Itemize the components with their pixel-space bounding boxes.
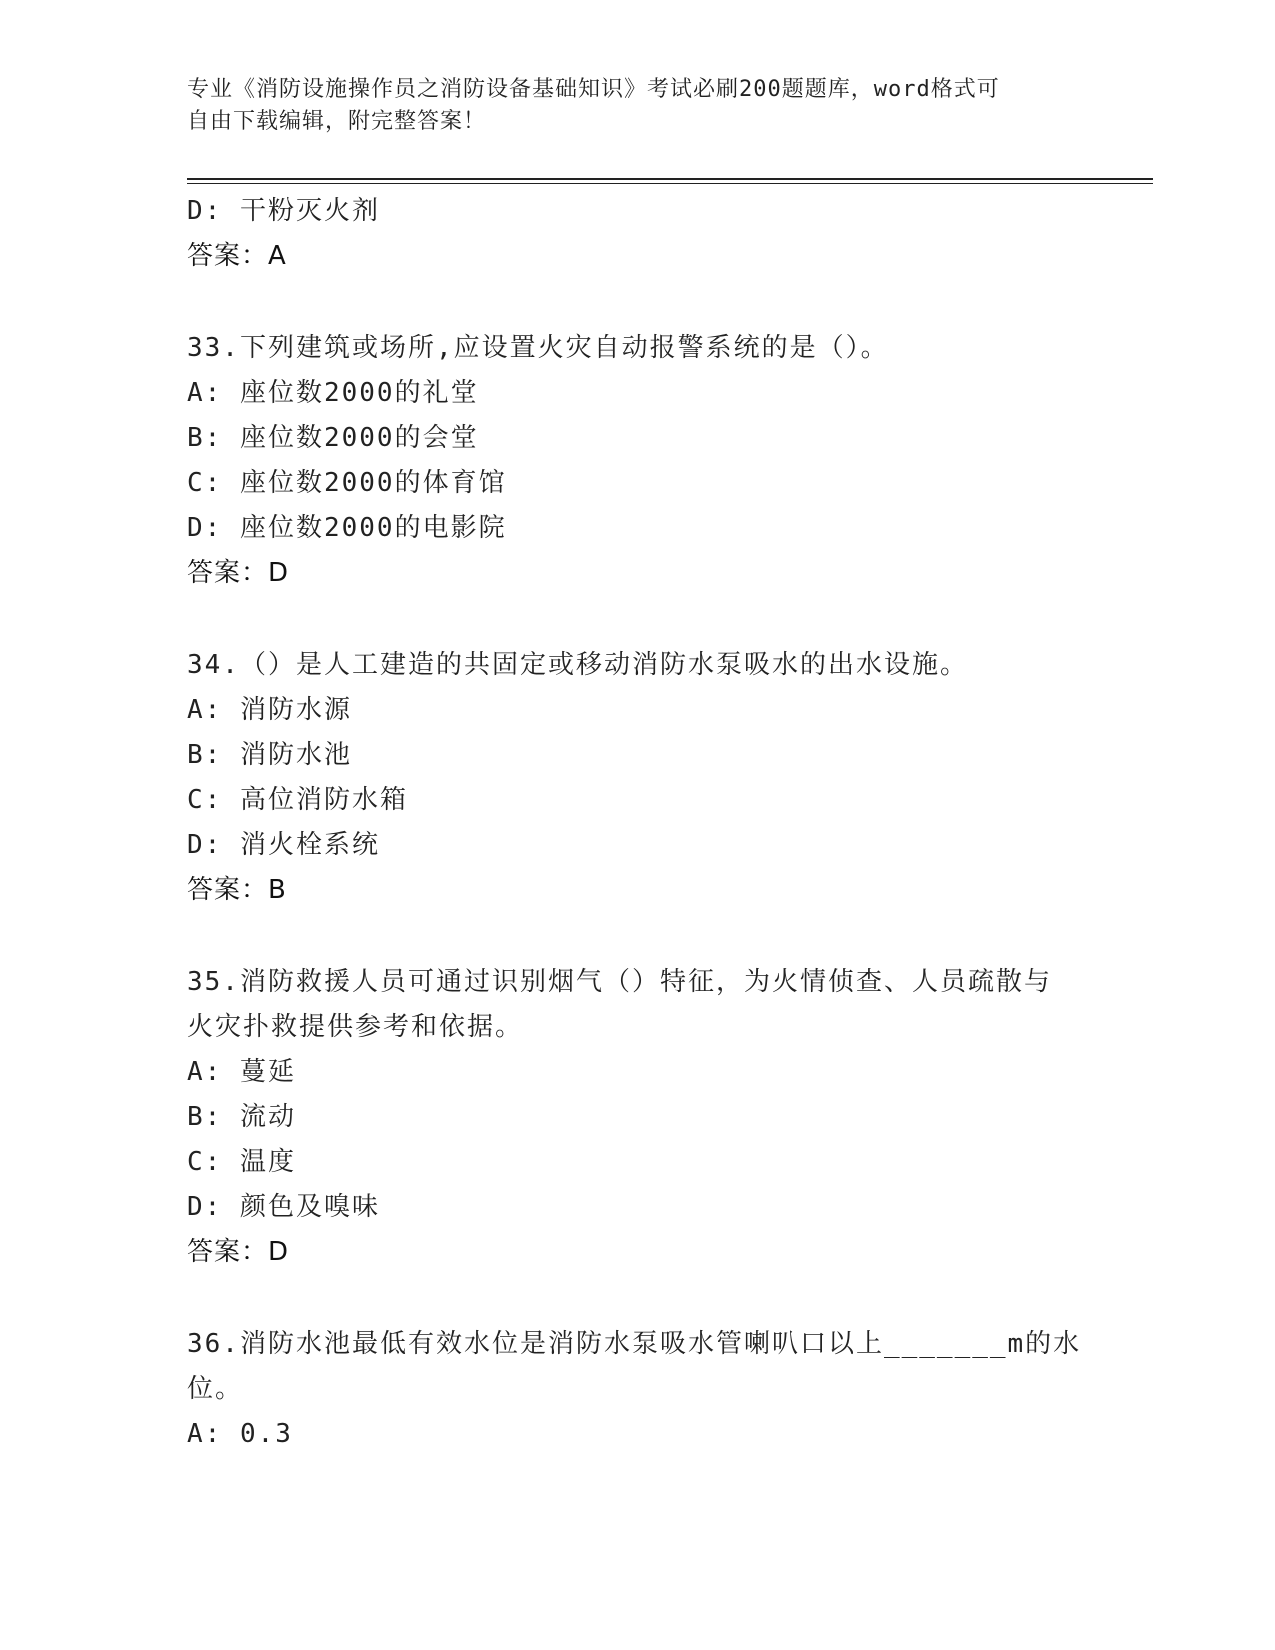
option-a: A: 0.3 — [187, 1419, 293, 1449]
question-stem-line-2: 位。 — [187, 1374, 244, 1404]
header-title-line-1: 专业《消防设施操作员之消防设备基础知识》考试必刷200题题库，word格式可 — [187, 77, 1000, 102]
question-stem-line-1: 35.消防救援人员可通过识别烟气（）特征，为火情侦查、人员疏散与 — [187, 967, 1052, 997]
question-36 — [187, 1322, 1087, 1457]
option-a: A: 座位数2000的礼堂 — [187, 378, 479, 408]
question-stem-line-2: 火灾扑救提供参考和依据。 — [187, 1012, 524, 1042]
option-b: B: 座位数2000的会堂 — [187, 423, 479, 453]
option-d: D: 颜色及嗅味 — [187, 1192, 380, 1222]
spacer — [187, 913, 1087, 960]
option-b: B: 流动 — [187, 1102, 296, 1132]
option-b: B: 消防水池 — [187, 740, 352, 770]
option-a: A: 消防水源 — [187, 695, 352, 725]
question-stem: 34.（）是人工建造的共固定或移动消防水泵吸水的出水设施。 — [187, 650, 968, 680]
answer-line: 答案：D — [187, 558, 290, 588]
option-c: C: 高位消防水箱 — [187, 785, 408, 815]
question-stem: 33.下列建筑或场所,应设置火灾自动报警系统的是（）。 — [187, 333, 889, 363]
option-d: D: 干粉灭火剂 — [187, 196, 380, 226]
previous-question-tail — [187, 189, 1087, 279]
question-33 — [187, 326, 1087, 596]
document-header — [187, 74, 1087, 138]
option-c: C: 温度 — [187, 1147, 296, 1177]
option-d: D: 座位数2000的电影院 — [187, 513, 507, 543]
header-divider-thick — [187, 178, 1153, 180]
spacer — [187, 279, 1087, 326]
question-34 — [187, 643, 1087, 913]
question-35 — [187, 960, 1087, 1275]
answer-line: 答案：A — [187, 241, 287, 271]
option-d: D: 消火栓系统 — [187, 830, 380, 860]
option-c: C: 座位数2000的体育馆 — [187, 468, 507, 498]
option-a: A: 蔓延 — [187, 1057, 296, 1087]
question-stem-line-1: 36.消防水池最低有效水位是消防水泵吸水管喇叭口以上_______m的水 — [187, 1329, 1082, 1359]
answer-line: 答案：D — [187, 1237, 290, 1267]
header-divider-thin — [187, 183, 1153, 184]
question-list — [187, 189, 1087, 1457]
header-title-line-2: 自由下载编辑，附完整答案！ — [187, 109, 487, 134]
spacer — [187, 596, 1087, 643]
answer-line: 答案：B — [187, 875, 287, 905]
spacer — [187, 1275, 1087, 1322]
